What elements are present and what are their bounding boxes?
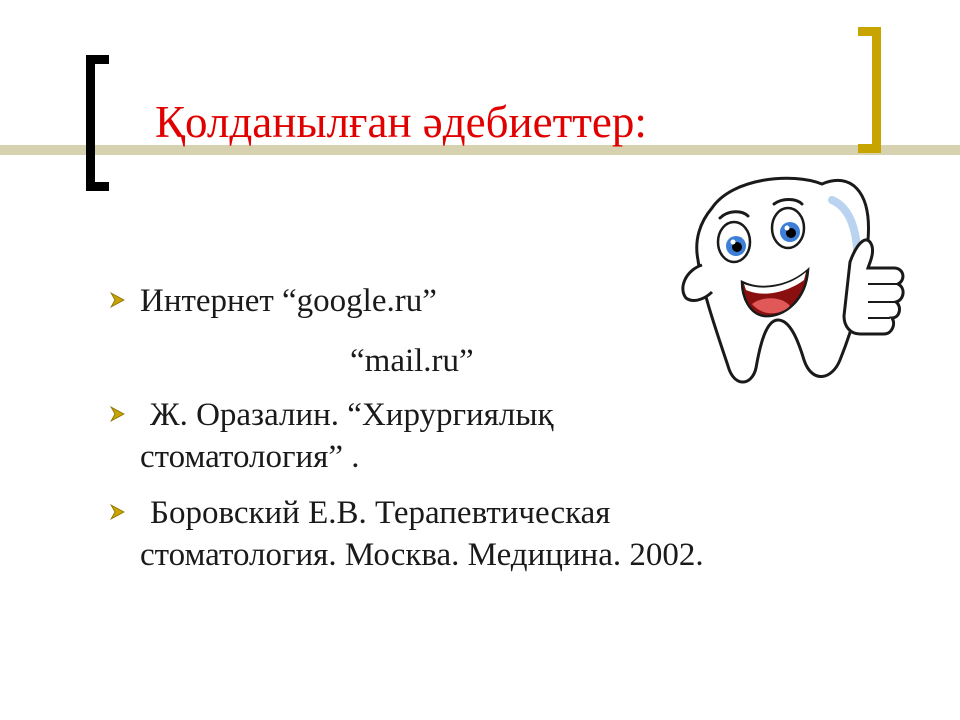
slide-title: Қолданылған әдебиеттер: [155,97,647,147]
arrow-bullet-icon [110,406,126,422]
list-item-text: стоматология. Москва. Медицина. 2002. [140,537,704,573]
list-item-text: Ж. Оразалин. “Хирургиялық [150,397,554,433]
list-item [108,492,888,576]
arrow-bullet-icon [110,504,126,520]
list-item-text: “mail.ru” [350,343,474,379]
list-item-text: стоматология” . [140,439,360,475]
smiling-tooth-thumbs-up-icon [672,170,910,392]
list-item-text: Интернет “google.ru” [140,283,437,319]
list-item-text: Боровский Е.В. Терапевтическая [150,495,611,531]
left-bracket-icon [86,55,109,191]
list-item [108,394,888,478]
right-bracket-icon [858,27,881,153]
arrow-bullet-icon [110,292,126,308]
